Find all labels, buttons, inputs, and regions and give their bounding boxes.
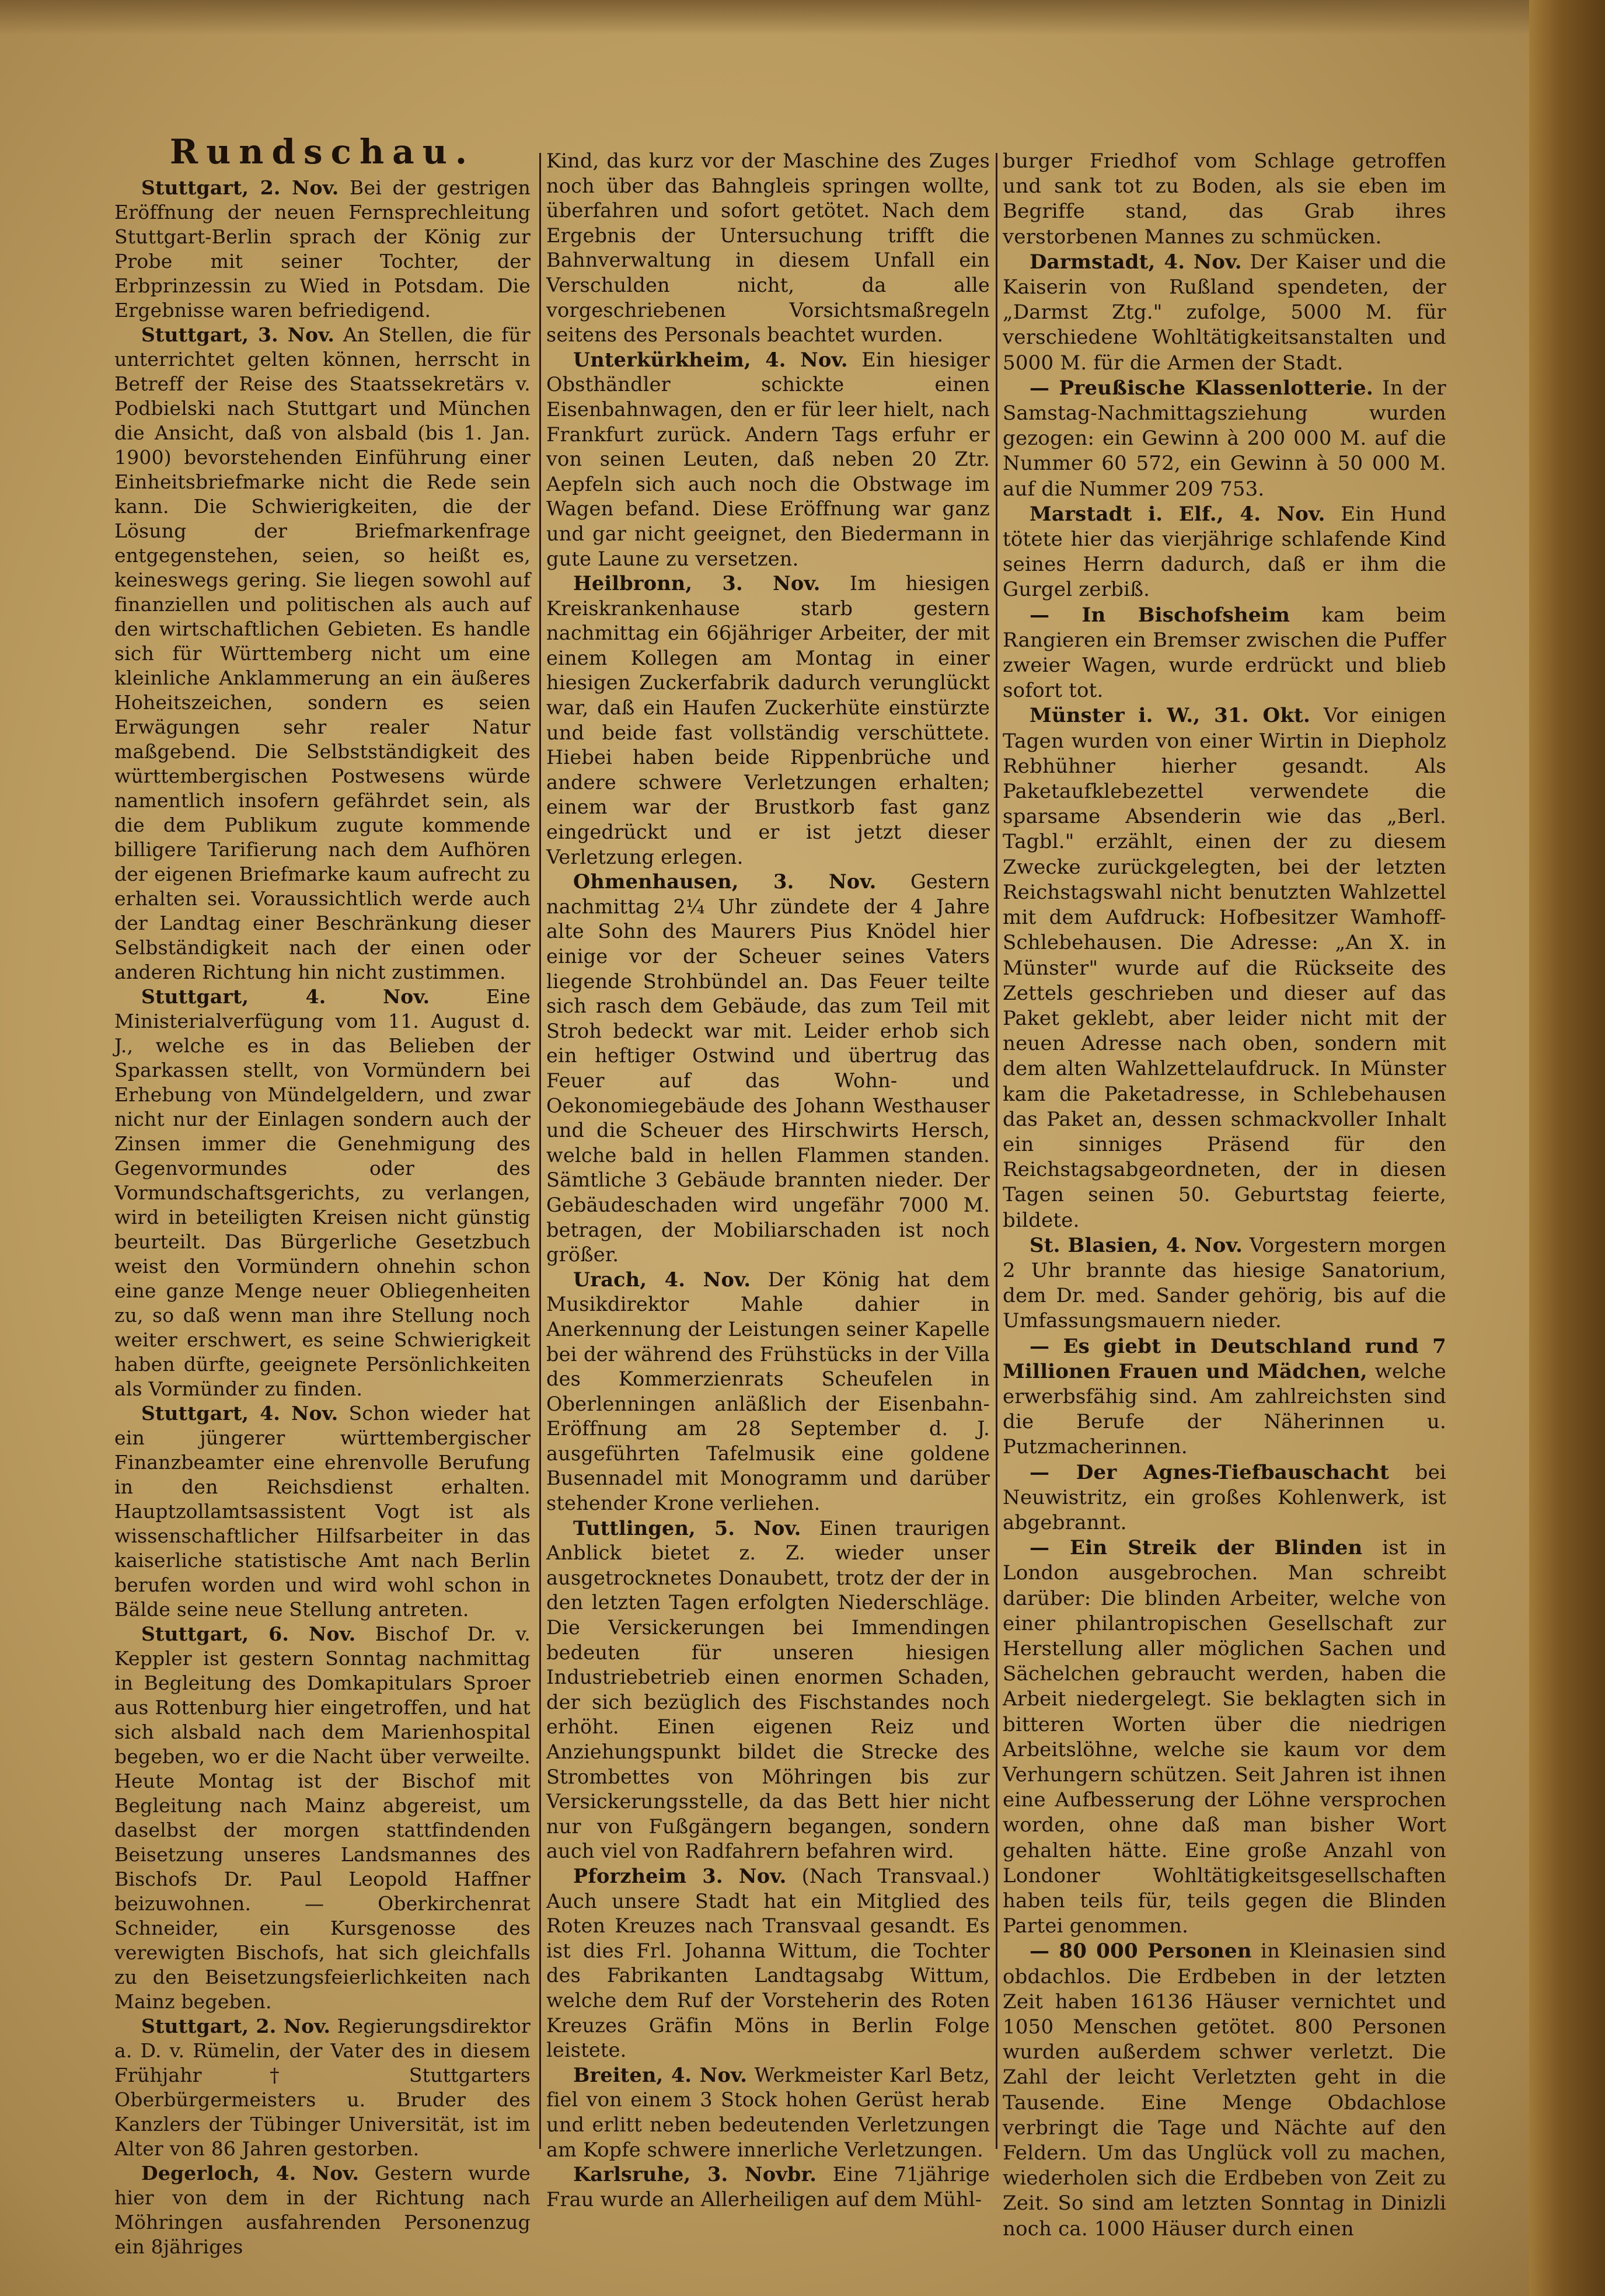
news-dateline: Darmstadt, 4. Nov.: [1030, 250, 1242, 274]
news-dateline: Stuttgart, 2. Nov.: [141, 176, 339, 199]
column-rule: [996, 153, 997, 2149]
news-item: [546, 348, 990, 571]
news-body: Regierungsdirektor a. D. v. Rümelin, der Vater des in diesem Frühjahr † Stuttgarters Oberbürgermeisters u. Bruder des Kanzlers der Tübinger Universität, ist im Alter von 86 Jahren gestorben.: [114, 2015, 531, 2160]
news-dateline: St. Blasien, 4. Nov.: [1030, 1233, 1243, 1257]
news-item: [546, 1268, 990, 1516]
book-spine: [1529, 0, 1605, 2296]
news-body: welche erwerbsfähig sind. Am zahlreichsten sind die Berufe der Näherinnen u. Putzmacherinnen.: [1003, 1359, 1446, 1459]
news-item: [546, 1516, 990, 1864]
news-item: [1003, 1233, 1446, 1334]
news-dateline: Tuttlingen, 5. Nov.: [573, 1516, 801, 1540]
news-dateline: — Ein Streik der Blinden: [1030, 1536, 1363, 1560]
news-dateline: — Der Agnes-Tiefbauschacht: [1030, 1460, 1389, 1484]
news-item: [546, 2162, 990, 2212]
news-dateline: Marstadt i. Elf., 4. Nov.: [1030, 502, 1325, 526]
news-body: Bischof Dr. v. Keppler ist gestern Sonntag nachmittag in Begleitung des Domkapitulars Sproer aus Rottenburg hier eingetroffen, und hat sich alsbald nach dem Marienhospital begeben, wo er die Nacht über verweilte. Heute Montag ist der Bischof mit Begleitung nach Mainz abgereist, um daselbst der morgen stattfindenden Beisetzung unseres Landsmannes des Bischofs Dr. Paul Leopold Haffner beizuwohnen. — Oberkirchenrat Schneider, ein Kursgenosse des verewigten Bischofs, hat sich gleichfalls zu den Beisetzungsfeierlichkeiten nach Mainz begeben.: [114, 1622, 531, 2013]
news-item: [114, 1401, 531, 1622]
news-body: bei Neuwistritz, ein großes Kohlenwerk, ist abgebrannt.: [1003, 1460, 1446, 1534]
news-dateline: Stuttgart, 6. Nov.: [141, 1622, 356, 1645]
news-body: Der Kaiser und die Kaiserin von Rußland spendeten, der „Darmst Ztg." zufolge, 5000 M. für verschiedene Wohltätigkeitsanstalten und 5000 M. für die Armen der Stadt.: [1003, 250, 1446, 375]
column-1: [114, 132, 531, 2259]
news-body: In der Samstag-Nachmittagsziehung wurden gezogen: ein Gewinn à 200 000 M. auf die Nummer 60 572, ein Gewinn à 50 000 M. auf die Nummer 209 753.: [1003, 376, 1446, 501]
section-heading: Rundschau.: [169, 132, 476, 172]
news-body: Eine Ministerialverfügung vom 11. August d. J., welche es in das Belieben der Sparkassen stellt, von Vormündern bei Erhebung von Mündelgeldern, und zwar nicht nur der Einlagen sondern auch der Zinsen immer die Genehmigung des Gegenvormundes oder des Vormundschaftsgerichts, zu verlangen, wird in beteiligten Kreisen nicht günstig beurteilt. Das Bürgerliche Gesetzbuch weist den Vormündern ohnehin schon eine ganze Menge neuer Obliegenheiten zu, so daß wenn man ihre Stellung noch weiter erschwert, es seine Schwierigkeit haben dürfte, geeignete Persönlichkeiten als Vormünder zu finden.: [114, 985, 531, 1400]
news-body: An Stellen, die für unterrichtet gelten können, herrscht in Betreff der Reise des Staatssekretärs v. Podbielski nach Stuttgart und München die Ansicht, daß von alsbald (bis 1. Jan. 1900) bevorstehenden Einführung einer Einheitsbriefmarke nicht die Rede sein kann. Die Schwierigkeiten, die der Lösung der Briefmarkenfrage entgegenstehen, seien, so heißt es, keineswegs gering. Sie liegen sowohl auf finanziellen und politischen als auch auf den wirtschaftlichen Gebieten. Es handle sich für Württemberg nicht um eine kleinliche Anklammerung an ein äußeres Hoheitszeichen, sondern es seien Erwägungen sehr realer Natur maßgebend. Die Selbstständigkeit des württembergischen Postwesens würde namentlich insofern gefährdet sein, als die dem Publikum zugute kommende billigere Tarifierung nach dem Aufhören der eigenen Briefmarke kaum aufrecht zu erhalten sei. Voraussichtlich werde auch der Landtag einer Beschränkung dieser Selbständigkeit nach der einen oder anderen Richtung hin nicht zustimmen.: [114, 323, 531, 983]
news-body: Eine 71jährige Frau wurde an Allerheiligen auf dem Mühl-: [546, 2163, 990, 2211]
news-dateline: Unterkürkheim, 4. Nov.: [573, 348, 848, 371]
column-rule: [539, 153, 541, 2149]
news-body: Bei der gestrigen Eröffnung der neuen Fernsprechleitung Stuttgart-Berlin sprach der König zur Probe mit seiner Tochter, der Erbprinzessin zu Wied in Potsdam. Die Ergebnisse waren befriedigend.: [114, 176, 531, 322]
news-dateline: Stuttgart, 2. Nov.: [141, 2015, 331, 2037]
news-body: kam beim Rangieren ein Bremser zwischen die Puffer zweier Wagen, wurde erdrückt und blieb sofort tot.: [1003, 603, 1446, 703]
news-dateline: Karlsruhe, 3. Novbr.: [573, 2163, 817, 2186]
news-item: [546, 2063, 990, 2162]
news-item: [114, 985, 531, 1401]
column-2: [546, 149, 990, 2212]
news-body: Vorgestern morgen 2 Uhr brannte das hiesige Sanatorium, dem Dr. med. Sander gehörig, bis auf die Umfassungsmauern nieder.: [1003, 1233, 1446, 1333]
news-item: [114, 2014, 531, 2161]
column-3-articles: [1003, 149, 1446, 2242]
news-item: [546, 149, 990, 348]
news-item: [1003, 1460, 1446, 1536]
news-item: [114, 176, 531, 323]
news-body: Kind, das kurz vor der Maschine des Zuges noch über das Bahngleis springen wollte, überfahren und sofort getötet. Nach dem Ergebnis der Untersuchung trifft die Bahnverwaltung in diesem Unfall ein Verschulden nicht, da alle vorgeschriebenen Vorsichtsmaßregeln seitens des Personals beachtet wurden.: [546, 149, 990, 347]
news-dateline: Münster i. W., 31. Okt.: [1030, 704, 1311, 728]
news-item: [114, 2161, 531, 2259]
news-item: [1003, 376, 1446, 502]
news-body: Im hiesigen Kreiskrankenhause starb gestern nachmittag ein 66jähriger Arbeiter, der mit einem Kollegen am Montag in einer hiesigen Zuckerfabrik dadurch verunglückt war, daß ein Haufen Zuckerhüte einstürzte und beide fast vollständig verschüttete. Hiebei haben beide Rippenbrüche und andere schwere Verletzungen erhalten; einem war der Brustkorb fast ganz eingedrückt und er ist jetzt dieser Verletzung erlegen.: [546, 572, 990, 868]
news-body: Der König hat dem Musikdirektor Mahle dahier in Anerkennung der Leistungen seiner Kapelle bei der während des Frühstücks in der Villa des Kommerzienrats Scheufelen in Oberlenningen anläßlich der Eisenbahn-Eröffnung am 28 September d. J. ausgeführten Tafelmusik eine goldene Busennadel mit Monogramm und darüber stehender Krone verliehen.: [546, 1268, 990, 1515]
news-body: ist in London ausgebrochen. Man schreibt darüber: Die blinden Arbeiter, welche von einer philantropischen Gesellschaft zur Herstellung aller möglichen Sachen und Sächelchen gebraucht werden, haben die Arbeit niedergelegt. Sie beklagten sich in bitteren Worten über die niedrigen Arbeitslöhne, welche sie kaum vor dem Verhungern schützen. Seit Jahren ist ihnen eine Aufbesserung der Löhne versprochen worden, ohne daß man bisher Wort gehalten hätte. Eine große Anzahl von Londoner Wohltätigkeitsgesellschaften haben teils für, teils gegen die Blinden Partei genommen.: [1003, 1536, 1446, 1938]
news-body: Ein hiesiger Obsthändler schickte einen Eisenbahnwagen, den er für leer hielt, nach Frankfurt zurück. Andern Tags erfuhr er von seinen Leuten, daß neben 20 Ztr. Aepfeln sich auch noch die Obstwage im Wagen befand. Diese Eröffnung war ganz und gar nicht geeignet, den Biedermann in gute Laune zu versetzen.: [546, 348, 990, 570]
column-3: [1003, 149, 1446, 2242]
news-dateline: — In Bischofsheim: [1030, 603, 1290, 627]
news-body: (Nach Transvaal.) Auch unsere Stadt hat ein Mitglied des Roten Kreuzes nach Transvaal gesandt. Es ist dies Frl. Johanna Wittum, die Tochter des Fabrikanten Landtagsabg Wittum, welche dem Ruf der Vorsteherin des Roten Kreuzes Gräfin Möns in Berlin Folge leistete.: [546, 1864, 990, 2062]
news-item: [1003, 603, 1446, 704]
news-item: [546, 571, 990, 870]
news-item: [546, 1864, 990, 2063]
news-item: [1003, 502, 1446, 603]
news-dateline: — Es giebt in Deutschland rund 7 Millionen Frauen und Mädchen,: [1003, 1334, 1446, 1383]
news-body: Vor einigen Tagen wurden von einer Wirtin in Diepholz Rebhühner hierher gesandt. Als Paketaufklebezettel verwendete die sparsame Absenderin wie das „Berl. Tagbl." erzählt, einen der zu diesem Zwecke zurückgelegten, bei der letzten Reichstagswahl nicht benutzten Wahlzettel mit dem Aufdruck: Hofbesitzer Wamhoff-Schlebehausen. Die Adresse: „An X. in Münster" wurde auf die Rückseite des Zettels geschrieben und dieser auf das Paket geklebt, aber leider nicht mit der neuen Adresse nach oben, sondern mit dem alten Wahlzettelaufdruck. In Münster kam die Paketadresse, in Schlebehausen das Paket an, dessen schmackvoller Inhalt ein sinniges Präsend für den Reichstagsabgeordneten, der in diesen Tagen seinen 50. Geburtstag feierte, bildete.: [1003, 704, 1446, 1232]
news-item: [1003, 149, 1446, 250]
news-item: [1003, 250, 1446, 376]
news-dateline: Degerloch, 4. Nov.: [141, 2162, 360, 2185]
news-dateline: Ohmenhausen, 3. Nov.: [573, 870, 877, 894]
column-1-articles: [114, 176, 531, 2259]
news-item: [1003, 1334, 1446, 1460]
news-body: in Kleinasien sind obdachlos. Die Erdbeben in der letzten Zeit haben 16136 Häuser vernichtet und 1050 Menschen getötet. 800 Personen wurden außerdem schwer verletzt. Die Zahl der leicht Verletzten geht in die Tausende. Eine Menge Obdachlose verbringt die Tage und Nächte auf den Feldern. Um das Unglück voll zu machen, wiederholen sich die Erdbeben von Zeit zu Zeit. So sind am letzten Sonntag in Dinizli noch ca. 1000 Häuser durch einen: [1003, 1939, 1446, 2241]
news-body: Einen traurigen Anblick bietet z. Z. wieder unser ausgetrocknetes Donaubett, trotz der der in den letzten Tagen erfolgten Niederschläge. Die Versickerungen bei Immendingen bedeuten für unseren hiesigen Industriebetrieb einen enormen Schaden, der sich bezüglich des Fischstandes noch erhöht. Einen eigenen Reiz und Anziehungspunkt bildet die Strecke des Strombettes von Möhringen bis zur Versickerungsstelle, da das Bett hier nicht nur von Fußgängern begangen, sondern auch viel von Radfahrern befahren wird.: [546, 1516, 990, 1863]
news-dateline: Stuttgart, 4. Nov.: [141, 1402, 339, 1425]
news-body: Ein Hund tötete hier das vierjährige schlafende Kind seines Herrn dadurch, daß er ihm die Gurgel zerbiß.: [1003, 502, 1446, 602]
news-dateline: Stuttgart, 3. Nov.: [141, 323, 335, 346]
news-item: [114, 323, 531, 985]
news-body: Gestern wurde hier von dem in der Richtung nach Möhringen ausfahrenden Personenzug ein 8jähriges: [114, 2162, 531, 2258]
news-item: [1003, 1939, 1446, 2241]
news-dateline: Heilbronn, 3. Nov.: [573, 572, 821, 595]
news-item: [114, 1622, 531, 2014]
news-item: [546, 870, 990, 1268]
news-body: burger Friedhof vom Schlage getroffen und sank tot zu Boden, als sie eben im Begriffe stand, das Grab ihres verstorbenen Mannes zu schmücken.: [1003, 149, 1446, 249]
news-dateline: Breiten, 4. Nov.: [573, 2063, 748, 2086]
column-2-articles: [546, 149, 990, 2212]
news-dateline: Stuttgart, 4. Nov.: [141, 985, 430, 1008]
news-dateline: — 80 000 Personen: [1030, 1939, 1252, 1963]
news-dateline: — Preußische Klassenlotterie.: [1030, 376, 1373, 400]
page-top-edge: [0, 0, 1605, 35]
news-dateline: Urach, 4. Nov.: [573, 1268, 751, 1291]
news-body: Gestern nachmittag 2¼ Uhr zündete der 4 Jahre alte Sohn des Maurers Pius Knödel hier einige vor der Scheuer seines Vaters liegende Strohbündel an. Das Feuer teilte sich rasch dem Gebäude, das zum Teil mit Stroh bedeckt war mit. Leider erhob sich ein heftiger Ostwind und übertrug das Feuer auf das Wohn- und Oekonomiegebäude des Johann Westhauser und die Scheuer des Hirschwirts Hersch, welche bald in hellen Flammen standen. Sämtliche 3 Gebäude brannten nieder. Der Gebäudeschaden wird ungefähr 7000 M. betragen, der Mobiliarschaden ist noch größer.: [546, 870, 990, 1266]
news-item: [1003, 703, 1446, 1233]
news-dateline: Pforzheim 3. Nov.: [573, 1864, 787, 1887]
news-body: Werkmeister Karl Betz, fiel von einem 3 Stock hohen Gerüst herab und erlitt neben bedeutenden Verletzungen am Kopfe schwere innerliche Verletzungen.: [546, 2063, 990, 2161]
news-item: [1003, 1536, 1446, 1939]
news-body: Schon wieder hat ein jüngerer württembergischer Finanzbeamter eine ehrenvolle Berufung in den Reichsdienst erhalten. Hauptzollamtsassistent Vogt ist als wissenschaftlicher Hilfsarbeiter in das kaiserliche statistische Amt nach Berlin berufen worden und wird wohl schon in Bälde seine neue Stellung antreten.: [114, 1402, 531, 1621]
